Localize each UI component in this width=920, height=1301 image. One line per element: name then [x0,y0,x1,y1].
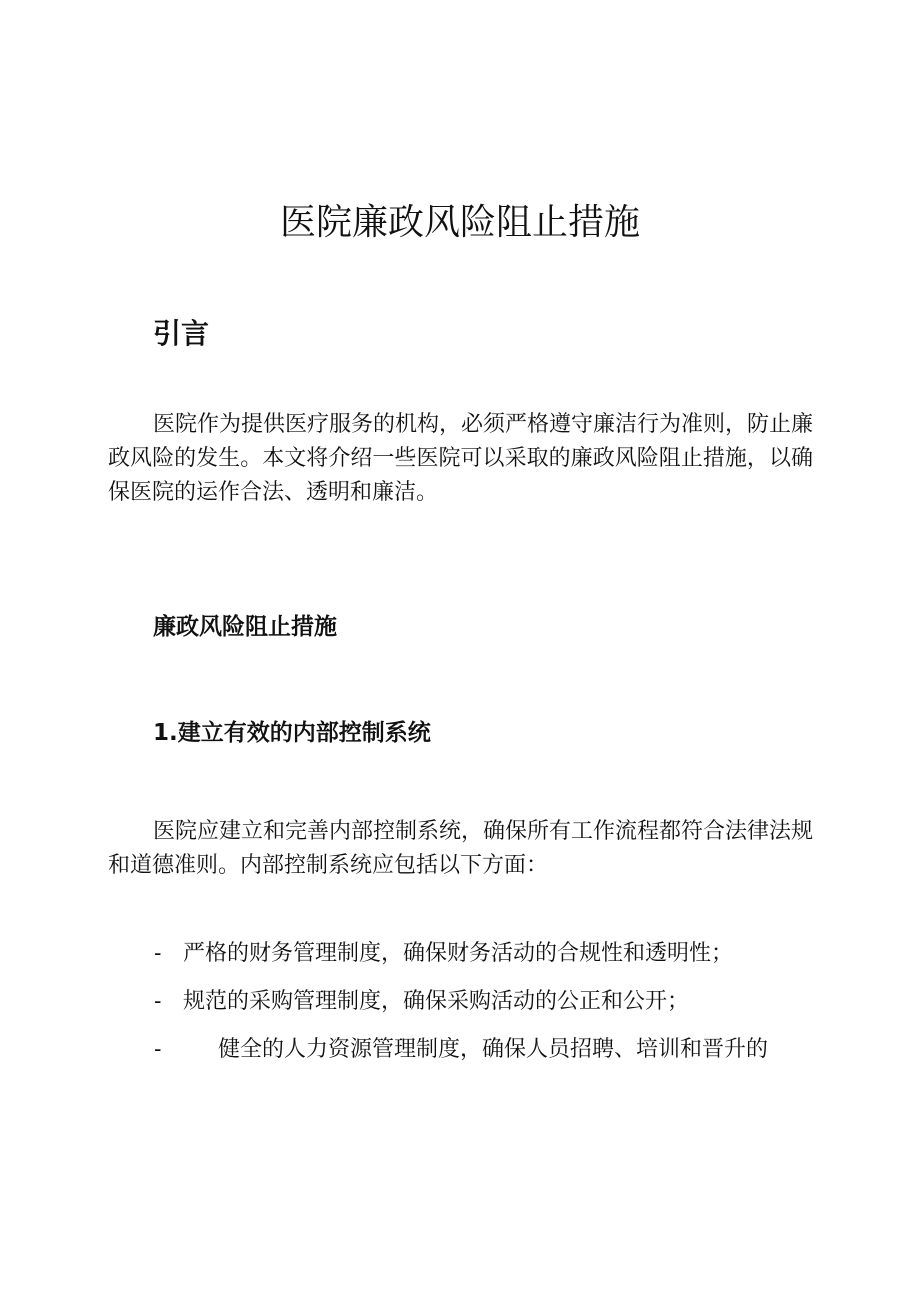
list-item [154,1033,814,1081]
subsection-heading: 1.建立有效的内部控制系统 [153,719,431,746]
intro-heading: 引言 [153,317,210,351]
list-bullet: - [154,989,162,1014]
section-heading: 廉政风险阻止措施 [153,614,337,640]
intro-paragraph: 医院作为提供医疗服务的机构，必须严格遵守廉洁行为准则，防止廉政风险的发生。本文将介绍一些医院可以采取的廉政风险阻止措施，以确保医院的运作合法、透明和廉洁。 [108,412,814,505]
list-bullet: - [154,941,162,966]
list-bullet: - [154,1037,162,1062]
document-title: 医院廉政风险阻止措施 [279,202,640,244]
list-item-text: 健全的人力资源管理制度，确保人员招聘、培训和晋升的 [218,1037,769,1062]
list-item-text: 严格的财务管理制度，确保财务活动的合规性和透明性； [183,941,734,966]
list-item-text: 规范的采购管理制度，确保采购活动的公正和公开； [183,989,690,1014]
list-item [154,937,814,985]
list-item [154,985,814,1033]
internal-control-list [154,937,814,1081]
internal-control-paragraph: 医院应建立和完善内部控制系统，确保所有工作流程都符合法律法规和道德准则。内部控制系统应包括以下方面： [108,819,814,878]
